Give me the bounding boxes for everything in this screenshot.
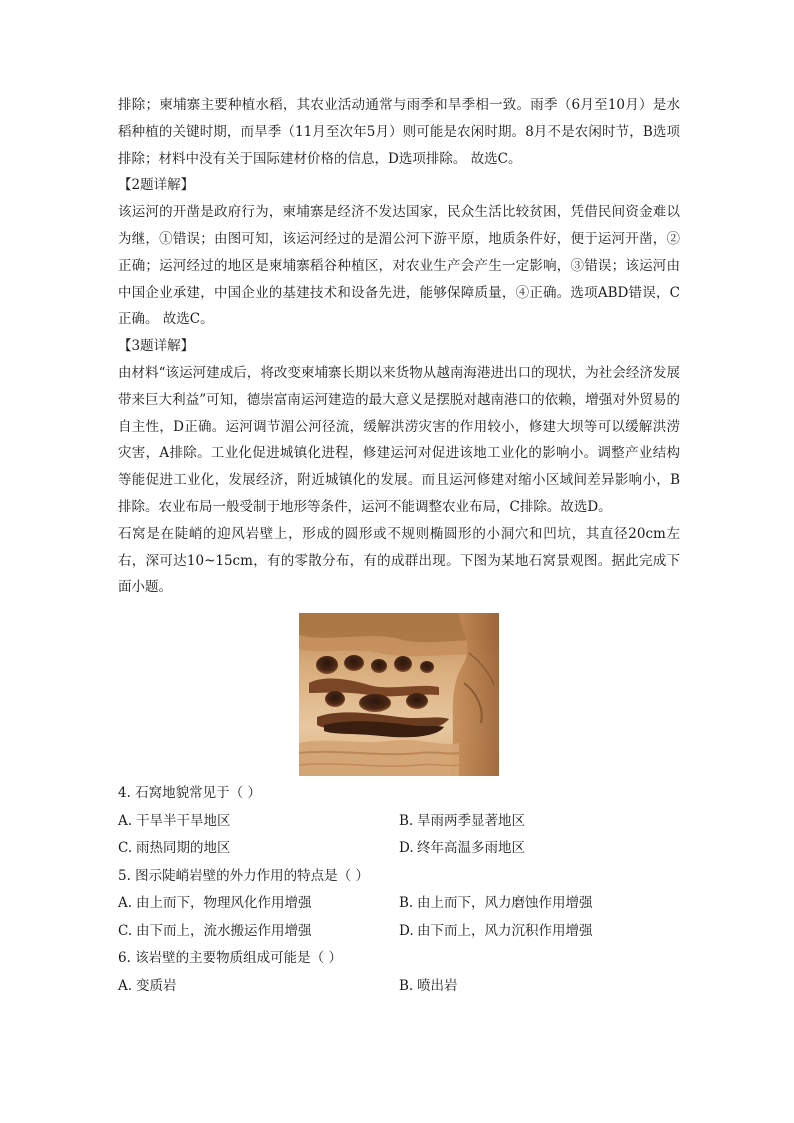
explanation-paragraph-1: 排除；柬埔寨主要种植水稻，其农业活动通常与雨季和旱季相一致。雨季（6月至10月）是水稻种植的关键时期，而旱季（11月至次年5月）则可能是农闲时期。8月不是农闲时节，B选项排除；材料中没有关于国际建材价格的信息，D选项排除。 故选C。 <box>118 97 680 167</box>
material-paragraph: 石窝是在陡峭的迎风岩壁上，形成的圆形或不规则椭圆形的小洞穴和凹坑，其直径20cm左右，深可达10~15cm，有的零散分布，有的成群出现。下图为某地石窝景观图。据此完成下面小题。 <box>118 525 680 596</box>
question-4 <box>118 780 680 863</box>
question-stem: 4. 石窝地貌常见于（ ） <box>118 785 261 802</box>
option-row <box>118 808 680 836</box>
option-c[interactable]: C. 雨热同期的地区 <box>118 840 231 857</box>
option-row <box>118 890 680 918</box>
option-b[interactable]: B. 旱雨两季显著地区 <box>399 812 525 829</box>
option-a[interactable]: A. 干旱半干旱地区 <box>118 812 231 829</box>
option-row <box>118 835 680 863</box>
option-c[interactable]: C. 由下而上，流水搬运作用增强 <box>118 922 312 939</box>
option-b[interactable]: B. 喷出岩 <box>399 977 458 994</box>
explanation-heading-2: 【2题详解】 <box>118 177 195 194</box>
option-d[interactable]: D. 终年高温多雨地区 <box>399 840 525 857</box>
question-6 <box>118 945 680 1000</box>
option-a[interactable]: A. 变质岩 <box>118 977 177 994</box>
explanation-paragraph-2: 该运河的开凿是政府行为，柬埔寨是经济不发达国家，民众生活比较贫困，凭借民间资金难以为继，①错误；由图可知，该运河经过的是湄公河下游平原，地质条件好，便于运河开凿，②正确；运河经过的地区是柬埔寨稻谷种植区，对农业生产会产生一定影响，③错误；该运河由中国企业承建，中国企业的基建技术和设备先进，能够保障质量，④正确。选项ABD错误，C正确。 故选C。 <box>118 204 680 328</box>
question-stem: 6. 该岩壁的主要物质组成可能是（ ） <box>118 950 342 967</box>
document-page <box>118 92 680 1000</box>
explanation-paragraph-3: 由材料“该运河建成后，将改变柬埔寨长期以来货物从越南海港进出口的现状，为社会经济发展带来巨大利益”可知，德崇富南运河建造的最大意义是摆脱对越南港口的依赖，增强对外贸易的自主性，D正确。运河调节湄公河径流，缓解洪涝灾害的作用较小，修建大坝等可以缓解洪涝灾害，A排除。工业化促进城镇化进程，修建运河对促进该地工业化的影响小。调整产业结构等能促进工业化，发展经济，附近城镇化的发展。而且运河修建对缩小区域间差异影响小，B排除。农业布局一般受制于地形等条件，运河不能调整农业布局，C排除。故选D。 <box>118 364 680 515</box>
rock-cavern-photo <box>299 613 499 776</box>
question-5 <box>118 863 680 946</box>
option-b[interactable]: B. 由上而下，风力磨蚀作用增强 <box>399 895 593 912</box>
option-d[interactable]: D. 由下而上，风力沉积作用增强 <box>399 922 593 939</box>
option-row <box>118 918 680 946</box>
question-stem: 5. 图示陡峭岩壁的外力作用的特点是（ ） <box>118 867 369 884</box>
option-row <box>118 973 680 1001</box>
explanation-heading-3: 【3题详解】 <box>118 338 195 355</box>
option-a[interactable]: A. 由上而下，物理风化作用增强 <box>118 895 312 912</box>
